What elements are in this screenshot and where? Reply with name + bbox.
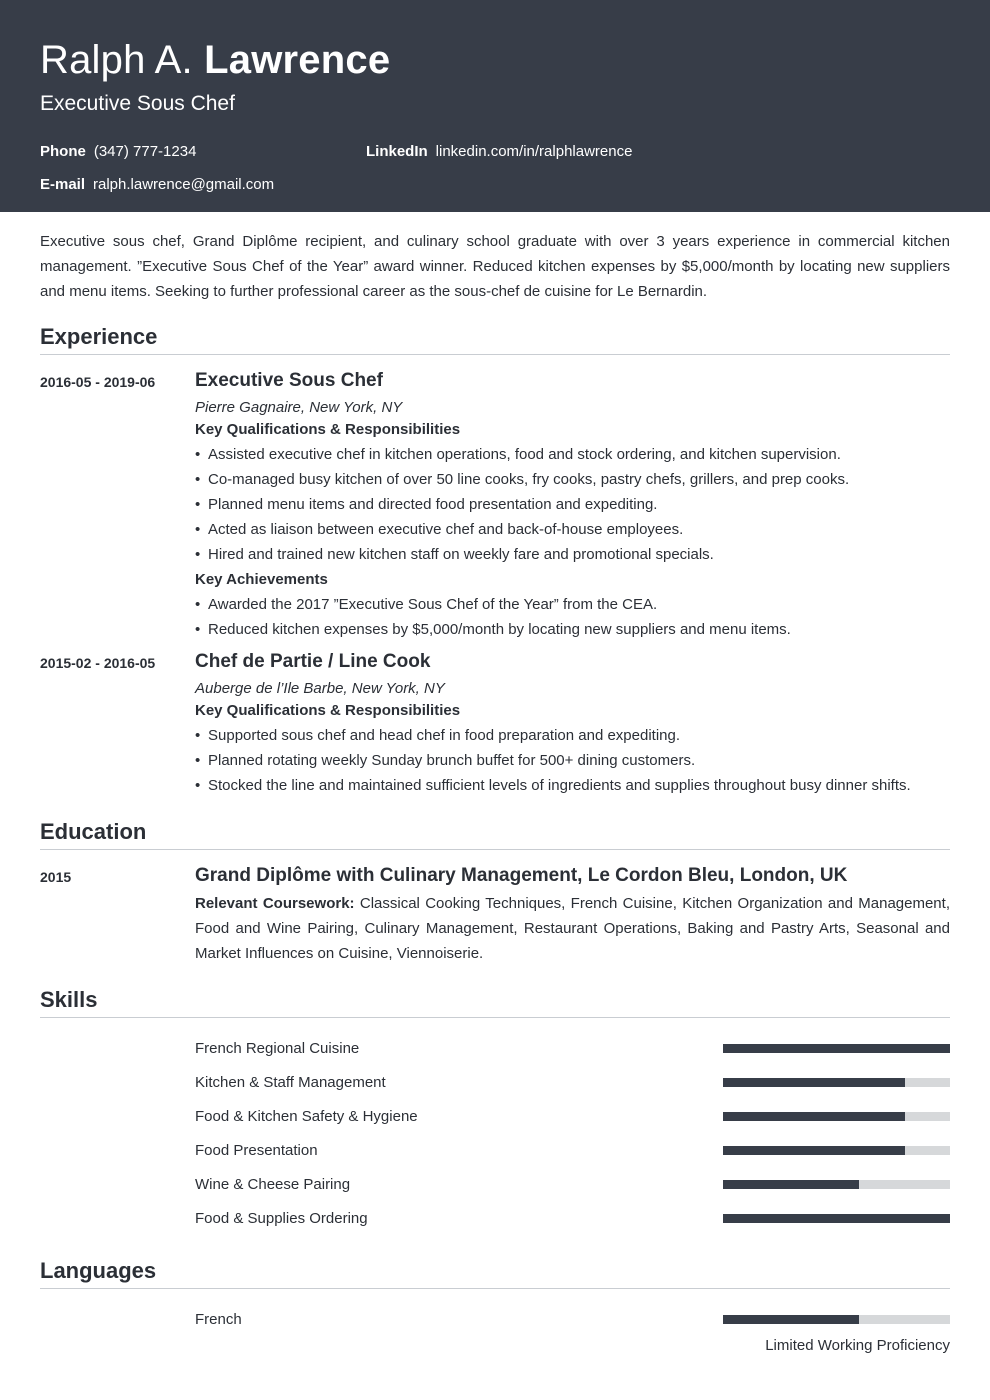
contact-email bbox=[40, 176, 274, 193]
skill-level-fill bbox=[723, 1146, 905, 1155]
skill-level-fill bbox=[723, 1180, 859, 1189]
language-name: French bbox=[195, 1310, 242, 1328]
skill-item bbox=[40, 1201, 950, 1235]
job-title-header: Executive Sous Chef bbox=[40, 92, 235, 115]
contact-phone bbox=[40, 143, 196, 160]
experience-date: 2016-05 - 2019-06 bbox=[40, 374, 156, 390]
linkedin-link[interactable]: linkedin.com/in/ralphlawrence bbox=[435, 143, 633, 160]
list-item: • Awarded the 2017 ”Executive Sous Chef of the Year” from the CEA. bbox=[195, 596, 658, 613]
education-heading: Education bbox=[40, 820, 950, 850]
skills-heading: Skills bbox=[40, 988, 950, 1018]
experience-company: Pierre Gagnaire, New York, NY bbox=[195, 399, 403, 416]
experience-title: Executive Sous Chef bbox=[195, 370, 383, 391]
skill-level-bar bbox=[723, 1180, 950, 1189]
education-body bbox=[195, 865, 950, 966]
list-item: • Stocked the line and maintained sufficient levels of ingredients and supplies throughout busy dinner shifts. bbox=[195, 777, 911, 794]
experience-company: Auberge de l’Ile Barbe, New York, NY bbox=[195, 680, 445, 697]
experience-title: Chef de Partie / Line Cook bbox=[195, 651, 431, 672]
list-item: • Co-managed busy kitchen of over 50 line cooks, fry cooks, pastry chefs, grillers, and prep cooks. bbox=[195, 471, 850, 488]
achievements-list bbox=[195, 592, 950, 642]
education-degree: Grand Diplôme with Culinary Management, Le Cordon Bleu, London, UK bbox=[195, 865, 848, 886]
skill-name: Wine & Cheese Pairing bbox=[195, 1175, 351, 1193]
skill-item bbox=[40, 1167, 950, 1201]
phone-label: Phone bbox=[40, 143, 86, 160]
qualifications-list bbox=[195, 723, 950, 798]
skill-level-bar bbox=[723, 1146, 950, 1155]
skill-name: French Regional Cuisine bbox=[195, 1039, 360, 1057]
resume-content bbox=[0, 229, 990, 1356]
skill-level-fill bbox=[723, 1044, 950, 1053]
list-item: • Planned menu items and directed food presentation and expediting. bbox=[195, 496, 658, 513]
experience-entry bbox=[40, 370, 950, 642]
first-name: Ralph A. bbox=[40, 38, 193, 82]
list-item: • Acted as liaison between executive chef and back-of-house employees. bbox=[195, 521, 684, 538]
skill-name: Food & Supplies Ordering bbox=[195, 1209, 368, 1227]
list-item: • Hired and trained new kitchen staff on weekly fare and promotional specials. bbox=[195, 546, 714, 563]
language-level-label: Limited Working Proficiency bbox=[765, 1337, 950, 1354]
skill-level-bar bbox=[723, 1214, 950, 1223]
list-item: • Reduced kitchen expenses by $5,000/month by locating new suppliers and menu items. bbox=[195, 621, 791, 638]
language-level-bar bbox=[723, 1315, 950, 1324]
summary: Executive sous chef, Grand Diplôme recipient, and culinary school graduate with over 3 years experience in commercial kitchen management. ”Executive Sous Chef of the Year” award winner. Reduced kitchen expenses by $5,000/month by locating new suppliers and menu items. Seeking to further professional career as the sous-chef de cuisine for Le Bernardin. bbox=[40, 233, 950, 300]
skill-item bbox=[40, 1031, 950, 1065]
skill-level-bar bbox=[723, 1112, 950, 1121]
coursework-value: Classical Cooking Techniques, French Cuisine, Kitchen Organization and Management, Food and Wine Pairing, Culinary Management, Restaurant Operations, Baking and Pastry Arts, Seasonal and Market Influences on Cuisine, Viennoiserie. bbox=[195, 895, 950, 962]
experience-date: 2015-02 - 2016-05 bbox=[40, 655, 156, 671]
email-link[interactable]: ralph.lawrence@gmail.com bbox=[93, 176, 275, 193]
phone-value: (347) 777-1234 bbox=[93, 143, 197, 160]
skill-level-bar bbox=[723, 1078, 950, 1087]
qualifications-heading: Key Qualifications & Responsibilities bbox=[195, 421, 461, 438]
coursework-label: Relevant Coursework: bbox=[195, 895, 355, 912]
skills-list bbox=[40, 1031, 950, 1235]
qualifications-heading: Key Qualifications & Responsibilities bbox=[195, 702, 461, 719]
experience-entry bbox=[40, 651, 950, 798]
list-item: • Assisted executive chef in kitchen operations, food and stock ordering, and kitchen supervision. bbox=[195, 446, 841, 463]
education-entry bbox=[40, 865, 950, 966]
candidate-name bbox=[40, 38, 950, 82]
resume-header bbox=[0, 0, 990, 212]
skill-name: Kitchen & Staff Management bbox=[195, 1073, 386, 1091]
linkedin-label: LinkedIn bbox=[366, 143, 428, 160]
skill-item bbox=[40, 1133, 950, 1167]
skill-level-fill bbox=[723, 1214, 950, 1223]
skill-item bbox=[40, 1065, 950, 1099]
achievements-heading: Key Achievements bbox=[195, 571, 328, 588]
email-label: E-mail bbox=[40, 176, 86, 193]
list-item: • Planned rotating weekly Sunday brunch buffet for 500+ dining customers. bbox=[195, 752, 696, 769]
experience-body bbox=[195, 370, 950, 642]
contact-linkedin bbox=[366, 143, 632, 160]
education-date: 2015 bbox=[40, 869, 72, 885]
skill-level-bar bbox=[723, 1044, 950, 1053]
last-name: Lawrence bbox=[204, 38, 391, 82]
education-coursework bbox=[195, 891, 950, 966]
skill-name: Food Presentation bbox=[195, 1141, 318, 1159]
skill-item bbox=[40, 1099, 950, 1133]
language-item bbox=[40, 1302, 950, 1336]
languages-list bbox=[40, 1302, 950, 1356]
experience-heading: Experience bbox=[40, 325, 950, 355]
skill-level-fill bbox=[723, 1078, 905, 1087]
languages-heading: Languages bbox=[40, 1259, 950, 1289]
skill-name: Food & Kitchen Safety & Hygiene bbox=[195, 1107, 418, 1125]
experience-body bbox=[195, 651, 950, 798]
list-item: • Supported sous chef and head chef in food preparation and expediting. bbox=[195, 727, 681, 744]
language-level-fill bbox=[723, 1315, 859, 1324]
qualifications-list bbox=[195, 442, 950, 567]
skill-level-fill bbox=[723, 1112, 905, 1121]
